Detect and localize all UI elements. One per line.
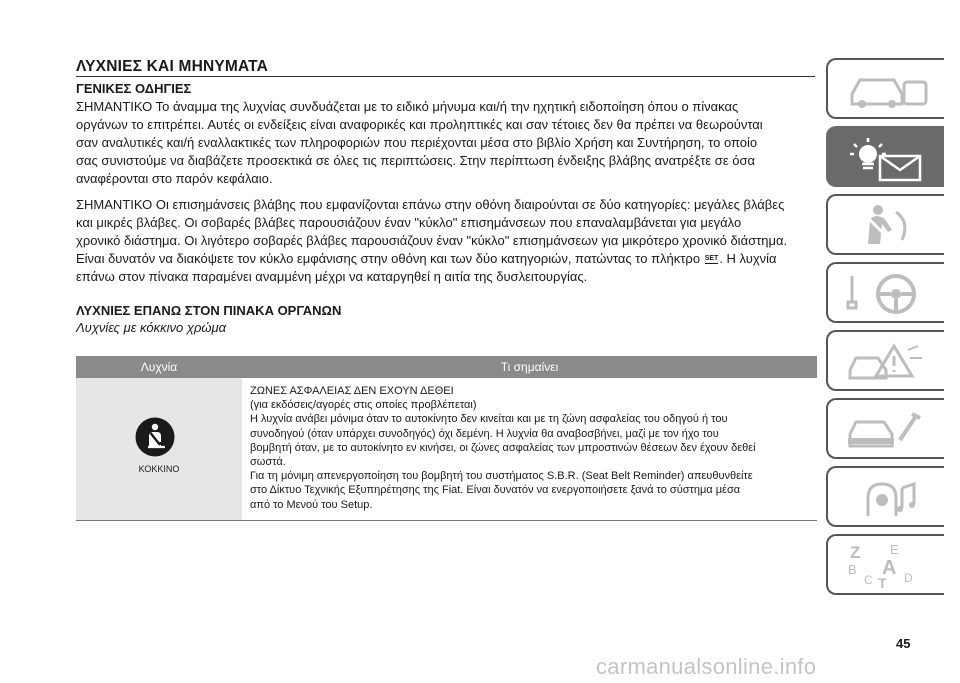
fault-line: ΣΗΜΑΝΤΙΚΟ Οι επισημάνσεις βλάβης που εμφανίζονται επάνω στην οθόνη διαιρούνται σε δύο κατηγορίες: μεγάλες βλάβες [76, 197, 785, 212]
fault-line: χρονικό διάστημα. Οι λιγότερο σοβαρές βλάβες παρουσιάζουν έναν "κύκλο" επισημάνσεων για μικρότερο χρονικό διάστημα. [76, 233, 788, 248]
fault-line-end: . Η λυχνία [719, 251, 777, 266]
fault-line: και μικρές βλάβες. Οι σοβαρές βλάβες παρουσιάζουν έναν "κύκλο" επισημάνσεων που επαναλαμβάνεται για μεγάλο [76, 215, 742, 230]
title-divider [76, 76, 815, 77]
page-number: 45 [896, 636, 911, 651]
section-heading: ΛΥΧΝΙΕΣ ΕΠΑΝΩ ΣΤΟΝ ΠΙΝΑΚΑ ΟΡΓΑΝΩΝ [76, 303, 342, 318]
general-line: οργάνων το επιτρέπει. Αυτές οι ενδείξεις είναι αναφορικές και προληπτικές και σαν τέτοιες δεν θα πρέπει να θεωρούνται [76, 117, 763, 132]
tab-maintenance[interactable] [826, 398, 944, 459]
index-letter: B [848, 562, 857, 577]
section-heading-block [76, 302, 816, 320]
meaning-line: συνοδηγού (όταν υπάρχει συνοδηγός) όχι δεμένη. Η λυχνία θα αναβοσβήνει, μαζί με τον ήχο του [250, 427, 719, 440]
set-key-icon: SET [704, 255, 719, 263]
steering-wheel-key-icon [838, 268, 936, 318]
multimedia-icon [838, 472, 936, 522]
tab-car-dashboard[interactable] [826, 58, 944, 119]
meaning-line: στο Δίκτυο Τεχνικής Εξυπηρέτησης της Fiat. Είναι δυνατόν να ενεργοποιήσετε ξανά το σύστημα μέσα [250, 484, 741, 497]
meaning-cell [242, 378, 817, 520]
fault-line [76, 250, 816, 268]
fault-line-text: Είναι δυνατόν να διακόψετε τον κύκλο εμφάνισης στην οθόνη και των δύο κατηγοριών, πατώντας το πλήκτρο [76, 251, 701, 266]
table-row [76, 378, 817, 521]
index-letter: Z [850, 543, 861, 562]
index-letter: E [890, 542, 899, 557]
general-line: σαν αναλυτικές και/ή εναλλακτικές των πληροφοριών που περιέχονται μέσα στο βιβλίο Χρήση και Συντήρηση, το οποίο [76, 135, 758, 150]
header-meaning: Τι σημαίνει [500, 360, 559, 374]
general-line: ΣΗΜΑΝΤΙΚΟ Το άναμμα της λυχνίας συνδυάζεται με το ειδικό μήνυμα και/ή την ηχητική ειδοποίηση όπου ο πίνακας [76, 99, 739, 114]
index-letter: A [882, 557, 897, 579]
car-accident-icon [838, 336, 936, 386]
index-letter: T [878, 575, 887, 590]
tab-starting-driving[interactable] [826, 262, 944, 323]
car-dashboard-icon [838, 64, 936, 114]
general-line: αναφέρονται στο παρόν κεφάλαιο. [76, 171, 273, 186]
seat-belt-icon [134, 416, 176, 458]
meaning-line: σωστά. [250, 456, 286, 469]
tab-emergency[interactable] [826, 330, 944, 391]
car-maintenance-icon [838, 404, 936, 454]
index-letter: C [864, 573, 873, 587]
tab-multimedia[interactable] [826, 466, 944, 527]
meaning-line: Για τη μόνιμη απενεργοποίηση του βομβητή του συστήματος S.B.R. (Seat Belt Reminder) απευθυνθείτε [250, 470, 753, 483]
tab-safety[interactable] [826, 194, 944, 255]
general-line: σας συνιστούμε να διαβάζετε προσεκτικά σε όλες τις περιπτώσεις. Στην περίπτωση ένδειξης βλάβης ανατρέξτε σε όσα [76, 153, 756, 168]
general-heading: ΓΕΝΙΚΕΣ ΟΔΗΓΙΕΣ [76, 81, 192, 96]
chapter-tabs [826, 58, 944, 602]
header-lamp: Λυχνία [140, 360, 178, 374]
seat-safety-icon [838, 200, 936, 250]
lamp-cell [76, 378, 242, 520]
fault-line: επάνω στον πίνακα παραμένει αναμμένη μέχρι να καταργηθεί η αιτία της δυσλειτουργίας. [76, 269, 588, 284]
tab-index[interactable] [826, 534, 944, 595]
index-letter: D [904, 571, 913, 585]
alphabetical-index-icon [838, 540, 936, 590]
general-instructions [76, 80, 816, 188]
meaning-line: Η λυχνία ανάβει μόνιμα όταν το αυτοκίνητο δεν κινείται και με τη ζώνη ασφαλείας του οδηγού ή του [250, 413, 728, 426]
section-subheading: Λυχνίες με κόκκινο χρώμα [76, 320, 227, 335]
table-header [76, 356, 817, 378]
tab-warning-lights[interactable] [826, 126, 944, 187]
meaning-line: (για εκδόσεις/αγορές στις οποίες προβλέπεται) [250, 399, 477, 412]
warning-light-message-icon [838, 132, 936, 182]
meaning-line: ΖΩΝΕΣ ΑΣΦΑΛΕΙΑΣ ΔΕΝ ΕΧΟΥΝ ΔΕΘΕΙ [250, 385, 454, 397]
watermark: carmanualsonline.info [596, 654, 817, 679]
fault-instructions [76, 196, 816, 286]
meaning-line: βομβητή όταν, με το αυτοκίνητο εν κινήσει, οι ζώνες ασφαλείας των μπροστινών θέσεων δεν έχουν δεθεί [250, 441, 756, 454]
page-title: ΛΥΧΝΙΕΣ ΚΑΙ ΜΗΝΥΜΑΤΑ [76, 58, 269, 75]
lamp-color-label: ΚΟΚΚΙΝΟ [138, 464, 180, 474]
meaning-line: από το Μενού του Setup. [250, 498, 373, 511]
warning-lights-table [76, 356, 817, 521]
